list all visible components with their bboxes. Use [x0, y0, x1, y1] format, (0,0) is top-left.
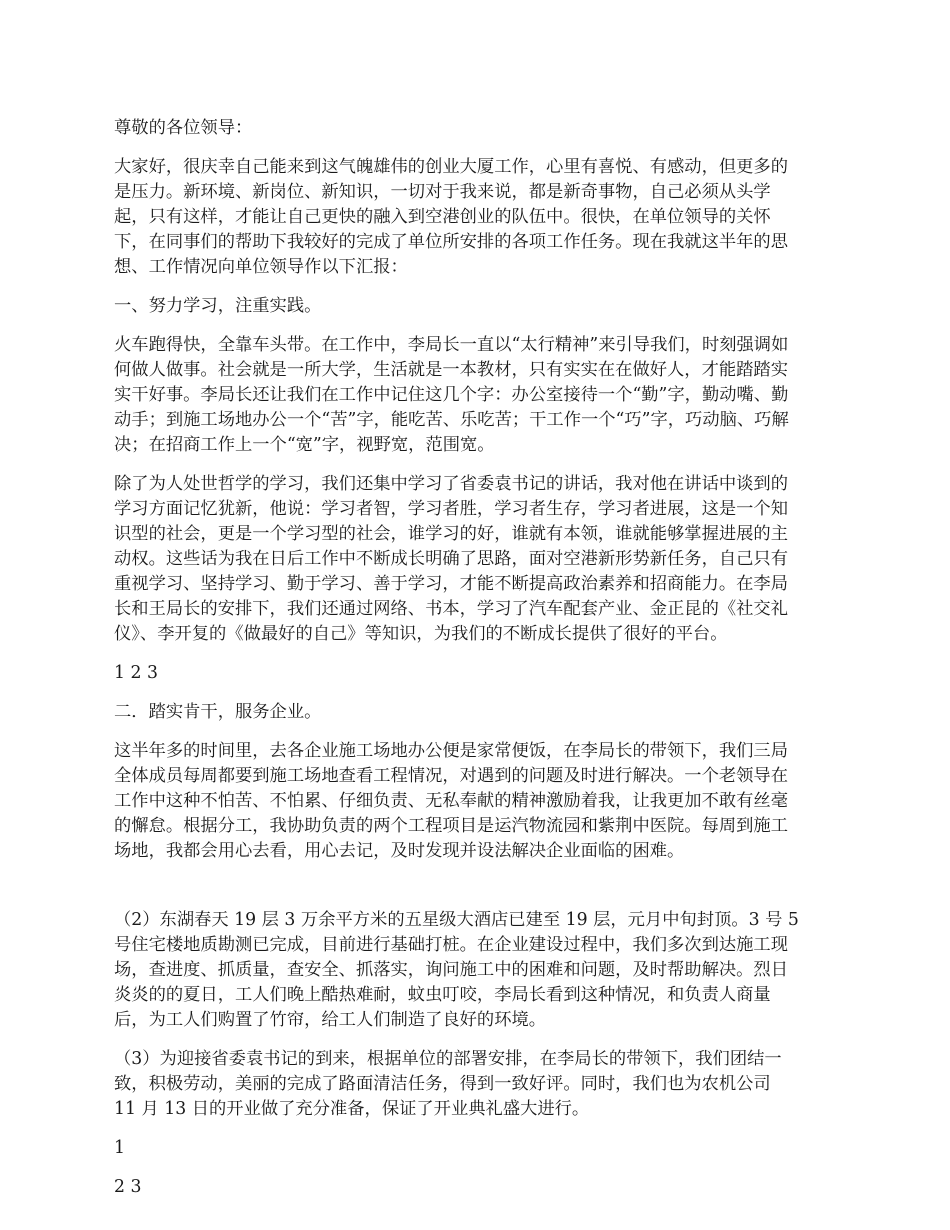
paragraph-1: 火车跑得快，全靠车头带。在工作中，李局长一直以“太行精神”来引导我们，时刻强调如 何做人做事。社会就是一所大学，生活就是一本教材，只有实实在在做好人，才能踏踏实 实干好事。李局长还让我们在工作中记住这几个字：办公室接待一个“勤”字，勤动嘴、勤 动手；到施工场地办公一个“苦”字，能吃苦、乐吃苦；干工作一个“巧”字，巧动脑、巧解 决；在招商工作上一个“宽”字，视野宽，范围宽。 [114, 335, 789, 455]
paragraph-5: （3）为迎接省委袁书记的到来，根据单位的部署安排，在李局长的带领下，我们团结一 致，积极劳动，美丽的完成了路面清洁任务，得到一致好评。同时，我们也为农机公司 11 月 13 日的开业做了充分准备，保证了开业典礼盛大进行。 [114, 1049, 782, 1119]
paragraph-3: 这半年多的时间里，去各企业施工场地办公便是家常便饭，在李局长的带领下，我们三局 全体成员每周都要到施工场地查看工程情况，对遇到的问题及时进行解决。一个老领导在 工作中这种不怕苦、不怕累、仔细负责、无私奉献的精神激励着我，让我更加不敢有丝毫 的懈怠。根据分工，我协助负责的两个工程项目是运汽物流园和紫荆中医院。每周到施工 场地，我都会用心去看，用心去记，及时发现并设法解决企业面临的困难。 [114, 741, 788, 861]
spacer [114, 878, 836, 908]
document-page [114, 116, 836, 1214]
section-heading-1: 一、努力学习，注重实践。 [114, 296, 322, 316]
salutation: 尊敬的各位领导： [114, 118, 253, 138]
page-number-marker: 1 [114, 1138, 125, 1158]
paragraph-2: 除了为人处世哲学的学习，我们还集中学习了省委袁书记的讲话，我对他在讲话中谈到的 学习方面记忆犹新，他说：学习者智，学习者胜，学习者生存，学习者进展，这是一个知 识型的社会，更是一个学习型的社会，谁学习的好，谁就有本领，谁就能够掌握进展的主 动权。这些话为我在日后工作中不断成长明确了思路，面对空港新形势新任务，自己只有 重视学习、坚持学习、勤于学习、善于学习，才能不断提高政治素养和招商能力。在李局 长和王局长的安排下，我们还通过网络、书本，学习了汽车配套产业、金正昆的《社交礼 仪》、李开复的《做最好的自己》等知识，为我们的不断成长提供了很好的平台。 [114, 474, 788, 644]
page-number-marker: 2 3 [114, 1177, 142, 1197]
intro-paragraph: 大家好，很庆幸自己能来到这气魄雄伟的创业大厦工作，心里有喜悦、有感动，但更多的 是压力。新环境、新岗位、新知识，一切对于我来说，都是新奇事物，自己必须从头学 起，只有这样，才能让自己更快的融入到空港创业的队伍中。很快，在单位领导的关怀 下，在同事们的帮助下我较好的完成了单位所安排的各项工作任务。现在我就这半年的思 想、工作情况向单位领导作以下汇报： [114, 157, 788, 277]
section-heading-2: 二．踏实肯干，服务企业。 [114, 702, 322, 722]
paragraph-4: （2）东湖春天 19 层 3 万余平方米的五星级大酒店已建至 19 层，元月中旬封顶。3 号 5 号住宅楼地质勘测已完成，目前进行基础打桩。在企业建设过程中，我们多次到达施工现 场，查进度、抓质量，查安全、抓落实，询问施工中的困难和问题，及时帮助解决。烈日 炎炎的的夏日，工人们晚上酷热难耐，蚊虫叮咬，李局长看到这种情况，和负责人商量 后，为工人们购置了竹帘，给工人们制造了良好的环境。 [114, 910, 799, 1030]
page-number-marker: 1 2 3 [114, 663, 158, 683]
